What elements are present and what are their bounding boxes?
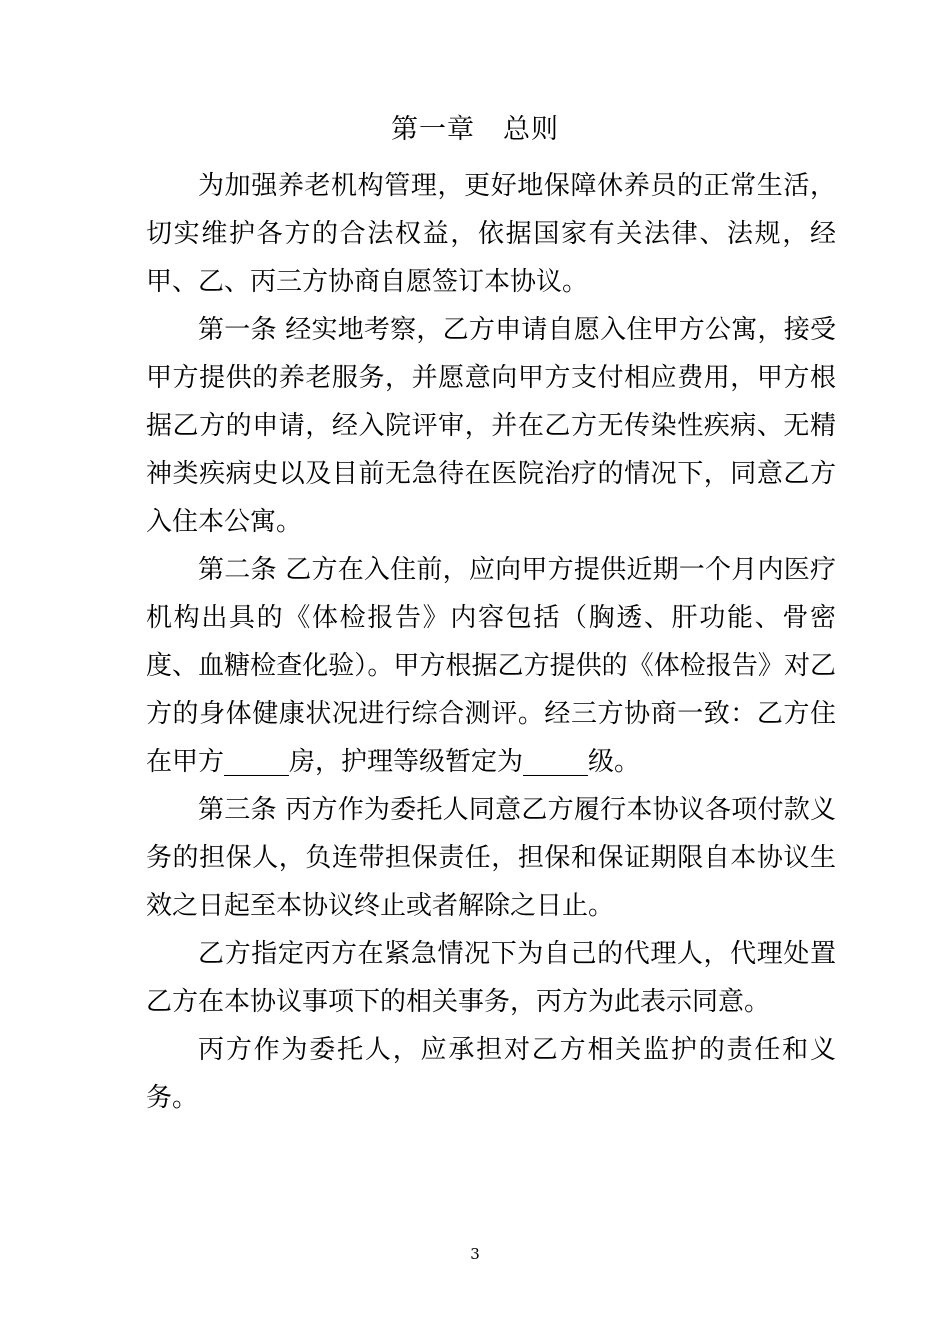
- paragraph-article-2: 第二条 乙方在入住前，应向甲方提供近期一个月内医疗机构出具的《体检报告》内容包括（胸透、肝功能、骨密度、血糖检查化验）。甲方根据乙方提供的《体检报告》对乙方的身体健康状况进行综合测评。经三方协商一致：乙方住在甲方_____房，护理等级暂定为_____级。: [146, 555, 836, 777]
- paragraph-article-3: 第三条 丙方作为委托人同意乙方履行本协议各项付款义务的担保人，负连带担保责任，担保和保证期限自本协议生效之日起至本协议终止或者解除之日止。: [146, 795, 836, 921]
- paragraph-preamble: 为加强养老机构管理，更好地保障休养员的正常生活，切实维护各方的合法权益，依据国家有关法律、法规，经甲、乙、丙三方协商自愿签订本协议。: [146, 171, 836, 297]
- page-number: 3: [470, 1245, 480, 1263]
- chapter-title: 第一章 总则: [391, 114, 559, 145]
- paragraph-article-1: 第一条 经实地考察，乙方申请自愿入住甲方公寓，接受甲方提供的养老服务，并愿意向甲方支付相应费用，甲方根据乙方的申请，经入院评审，并在乙方无传染性疾病、无精神类疾病史以及目前无急待在医院治疗的情况下，同意乙方入住本公寓。: [146, 315, 836, 537]
- paragraph-guardian-duty: 丙方作为委托人，应承担对乙方相关监护的责任和义务。: [146, 1035, 836, 1113]
- paragraph-agent-designation: 乙方指定丙方在紧急情况下为自己的代理人，代理处置乙方在本协议事项下的相关事务，丙方为此表示同意。: [146, 939, 836, 1017]
- document-body: [146, 162, 836, 1122]
